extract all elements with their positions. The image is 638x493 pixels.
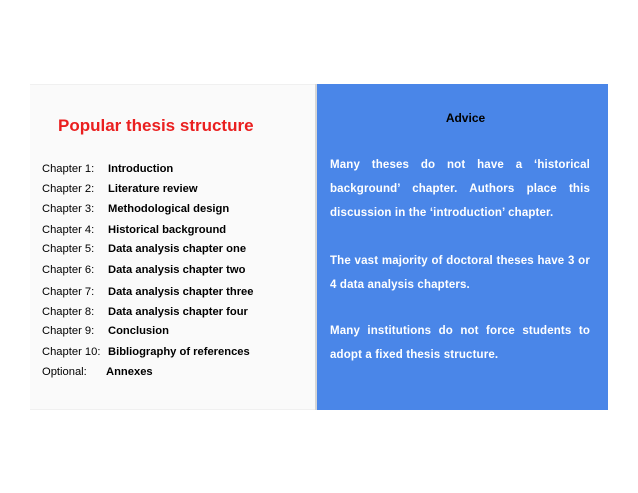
thesis-structure-panel [30,84,315,410]
chapter-title: Historical background [108,224,227,236]
chapter-label: Optional: [42,366,87,378]
chapter-label: Chapter 6: [42,264,95,276]
chapter-label: Chapter 2: [42,183,95,195]
chapter-label: Chapter 5: [42,243,95,255]
advice-panel [317,84,608,410]
advice-paragraph: The vast majority of doctoral theses have 3 or 4 data analysis chapters. [330,255,590,291]
advice-paragraph: Many theses do not have a ‘historical background’ chapter. Authors place this discussion in the ‘introduction’ chapter. [330,159,590,219]
chapter-title: Introduction [108,163,174,175]
chapter-title: Data analysis chapter one [108,243,247,255]
chapter-label: Chapter 10: [42,346,101,358]
chapter-label: Chapter 1: [42,163,95,175]
advice-paragraph: Many institutions do not force students to adopt a fixed thesis structure. [330,325,590,361]
chapter-label: Chapter 4: [42,224,95,236]
thesis-structure-title: Popular thesis structure [58,116,254,135]
chapter-label: Chapter 7: [42,286,95,298]
advice-title: Advice [445,111,486,125]
chapter-title: Data analysis chapter three [108,286,254,298]
chapter-title: Data analysis chapter four [108,306,248,318]
slide-band [30,84,608,410]
chapter-title: Data analysis chapter two [108,264,246,276]
chapter-title: Literature review [108,183,198,195]
chapter-title: Annexes [106,366,153,378]
chapter-label: Chapter 8: [42,306,95,318]
chapter-label: Chapter 9: [42,325,95,337]
chapter-label: Chapter 3: [42,203,95,215]
chapter-title: Conclusion [108,325,169,337]
chapter-title: Methodological design [108,203,230,215]
chapter-title: Bibliography of references [108,346,250,358]
